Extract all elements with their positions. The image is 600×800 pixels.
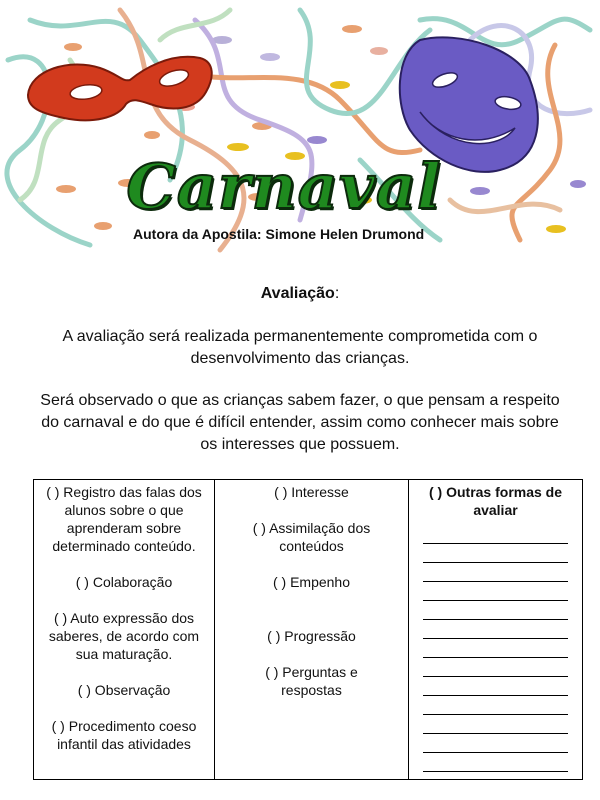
assessment-item: ( ) Colaboração <box>75 574 173 590</box>
blank-answer-lines <box>423 525 568 772</box>
blank-answer-line[interactable] <box>423 544 568 563</box>
author-credit: Autora da Apostila: Simone Helen Drumond <box>133 226 425 242</box>
assessment-item: ( ) Auto expressão dos saberes, de acordo com sua maturação. <box>48 610 200 662</box>
assessment-column-2 <box>215 480 409 780</box>
evaluation-heading-text: Avaliação <box>260 285 335 302</box>
blank-answer-line[interactable] <box>423 734 568 753</box>
assessment-item: ( ) Perguntas e respostas <box>265 664 358 698</box>
evaluation-paragraph-1: A avaliação será realizada permanentemente comprometida com o desenvolvimento das crianças. <box>62 328 538 367</box>
evaluation-paragraph-2: Será observado o que as crianças sabem fazer, o que pensam a respeito do carnaval e do que é difícil entender, assim como conhecer mais sobre os interesses que possuem. <box>40 392 560 453</box>
assessment-table <box>33 479 583 780</box>
evaluation-heading <box>0 285 600 303</box>
assessment-item: ( ) Empenho <box>272 574 351 590</box>
blank-answer-line[interactable] <box>423 582 568 601</box>
table-row <box>34 480 583 780</box>
assessment-column-3 <box>409 480 583 780</box>
blank-answer-line[interactable] <box>423 525 568 544</box>
carnaval-banner <box>0 0 600 255</box>
blank-answer-line[interactable] <box>423 620 568 639</box>
assessment-item: ( ) Registro das falas dos alunos sobre o que aprenderam sobre determinado conteúdo. <box>46 484 202 554</box>
blank-answer-line[interactable] <box>423 715 568 734</box>
evaluation-heading-colon: : <box>334 285 340 302</box>
assessment-item: ( ) Procedimento coeso infantil das atividades <box>51 718 197 752</box>
other-forms-title: ( ) Outras formas de avaliar <box>428 484 563 518</box>
assessment-item: ( ) Assimilação dos conteúdos <box>252 520 371 554</box>
assessment-item: ( ) Progressão <box>267 628 356 644</box>
banner-title: Carnaval <box>126 150 442 223</box>
blank-answer-line[interactable] <box>423 601 568 620</box>
blank-answer-line[interactable] <box>423 658 568 677</box>
assessment-item: ( ) Interesse <box>274 484 349 500</box>
blank-answer-line[interactable] <box>423 639 568 658</box>
assessment-item: ( ) Observação <box>77 682 171 698</box>
blank-answer-line[interactable] <box>423 696 568 715</box>
blank-answer-line[interactable] <box>423 753 568 772</box>
blank-answer-line[interactable] <box>423 563 568 582</box>
assessment-column-1 <box>34 480 215 780</box>
blank-answer-line[interactable] <box>423 677 568 696</box>
